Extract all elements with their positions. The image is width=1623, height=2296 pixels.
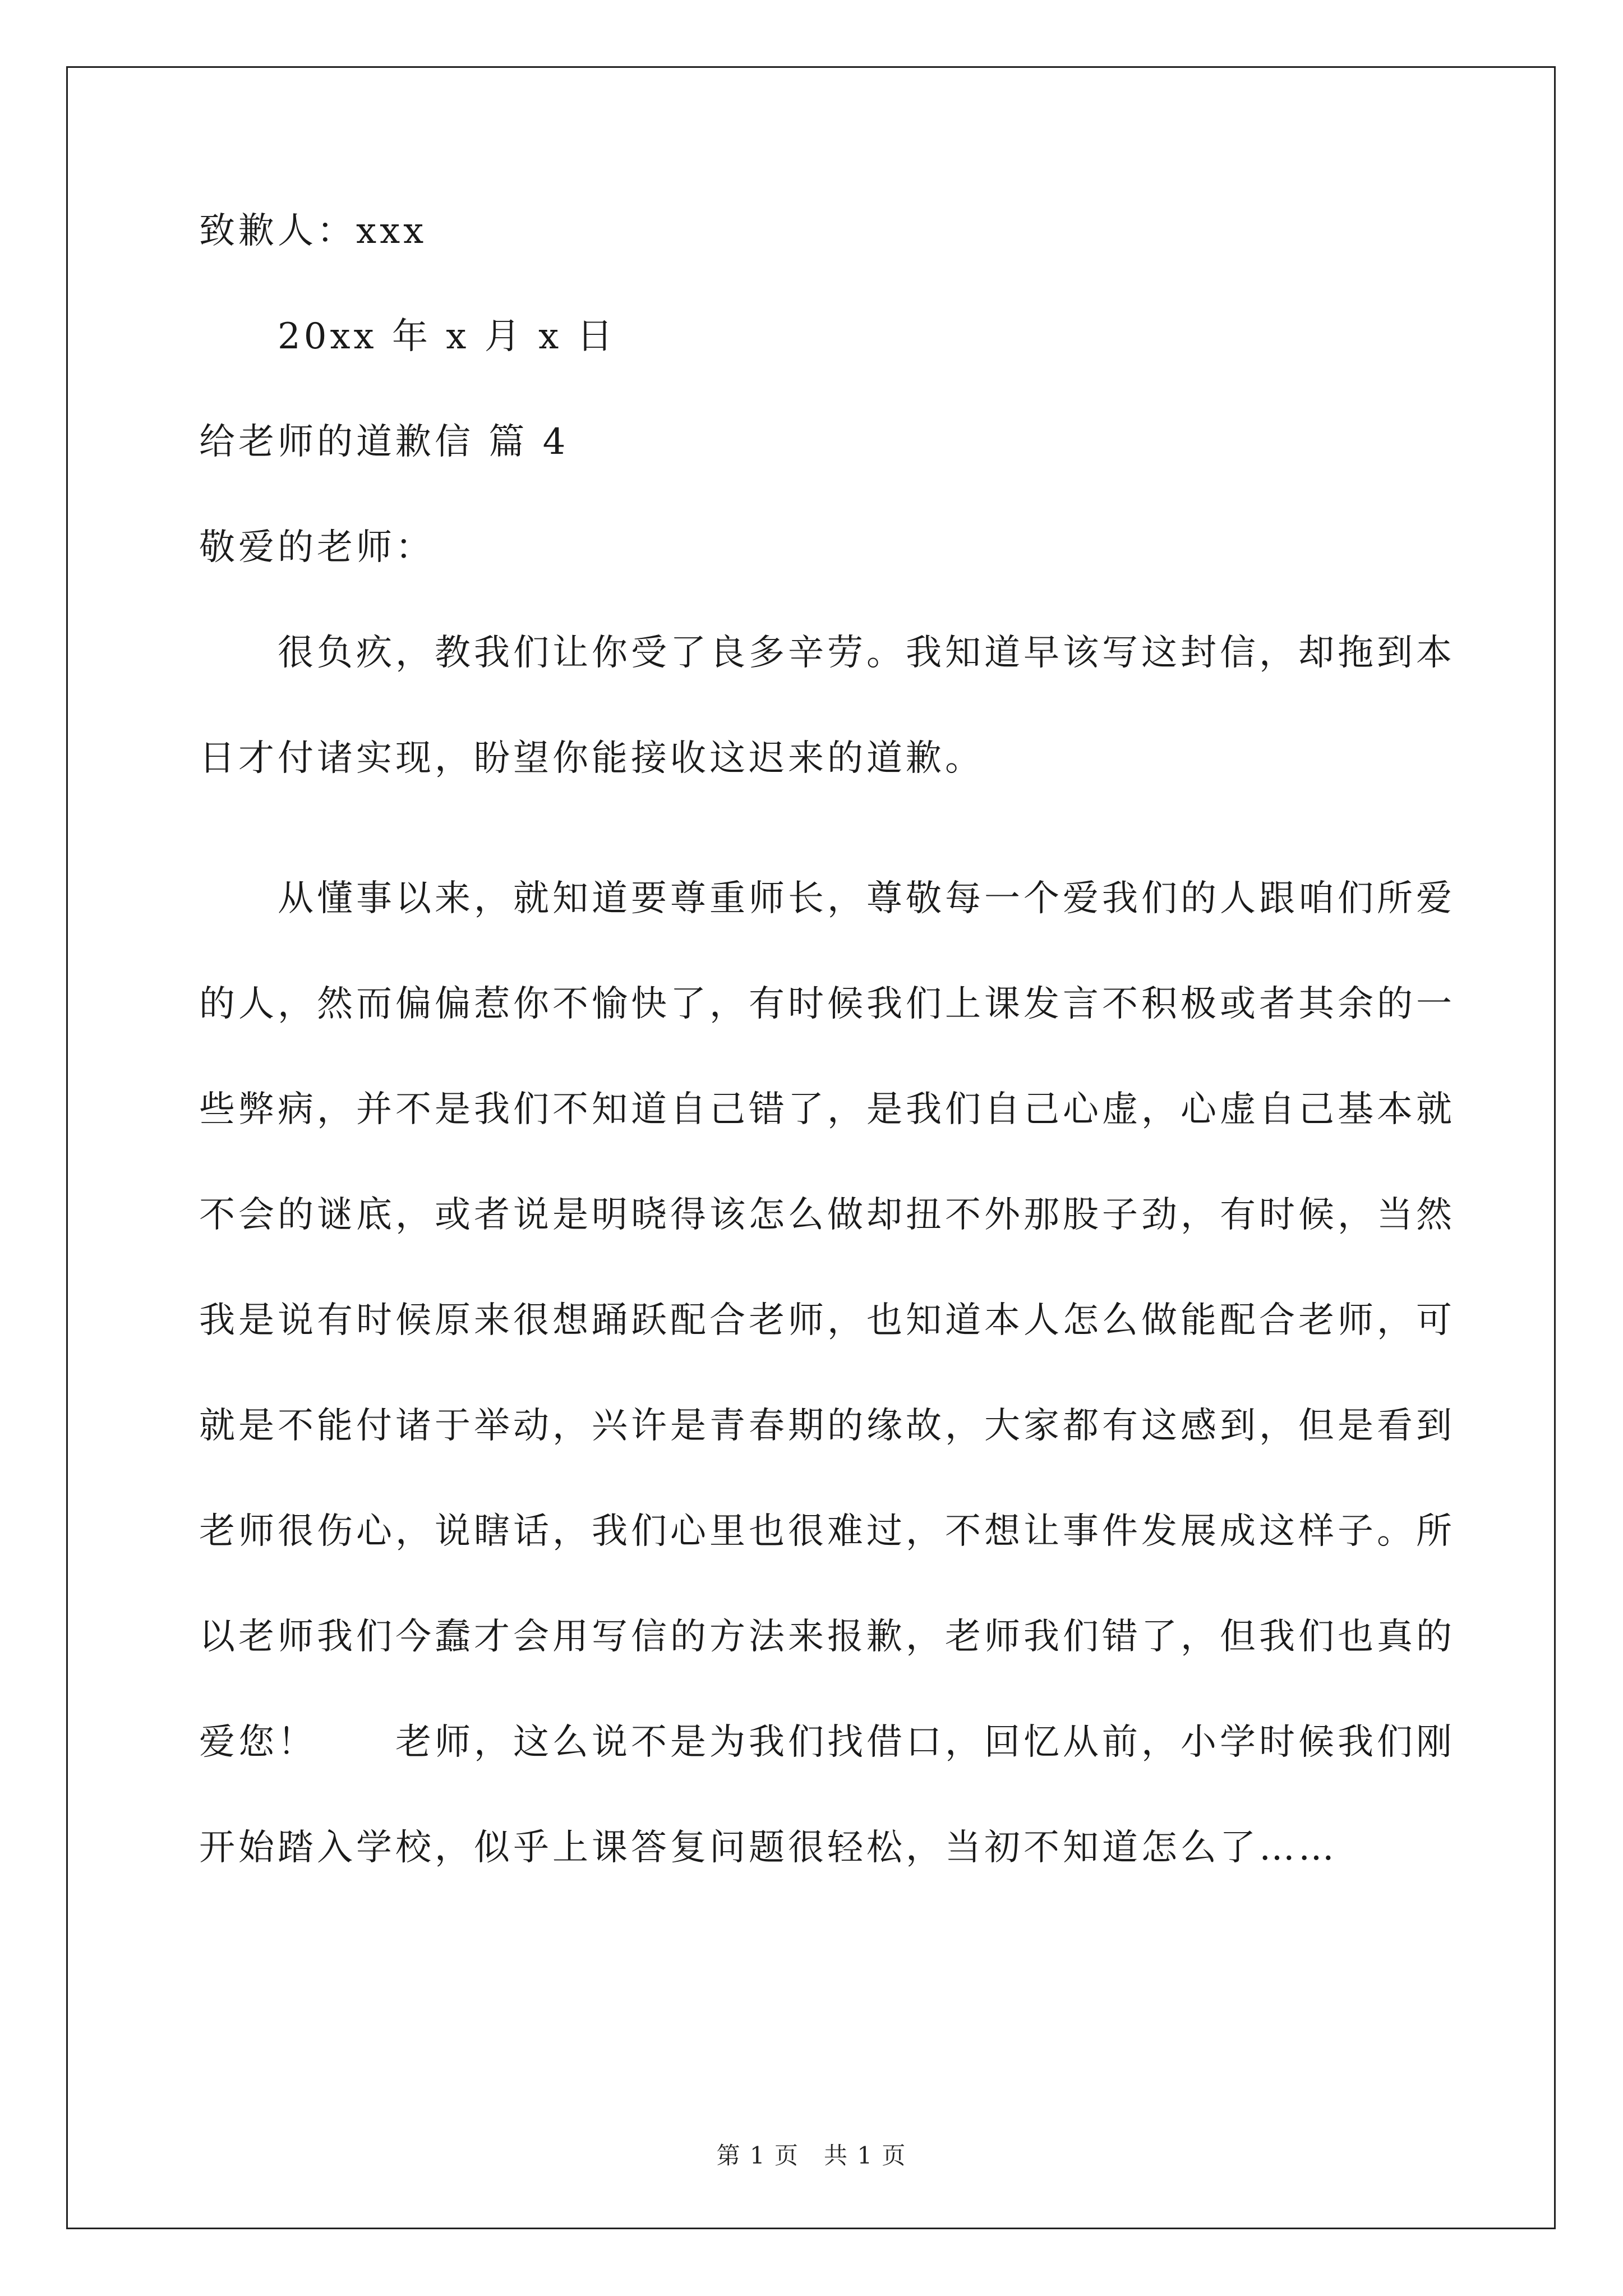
paragraph-2: 从懂事以来，就知道要尊重师长，尊敬每一个爱我们的人跟咱们所爱的人，然而偏偏惹你不愉快了，有时候我们上课发言不积极或者其余的一些弊病，并不是我们不知道自己错了，是我们自己心虚，心虚自己基本就不会的谜底，或者说是明晓得该怎么做却扭不外那股子劲，有时候，当然我是说有时候原来很想踊跃配合老师，也知道本人怎么做能配合老师，可就是不能付诸于举动，兴许是青春期的缘故，大家都有这感到，但是看到老师很伤心，说瞎话，我们心里也很难过，不想让事件发展成这样子。所以老师我们今蠢才会用写信的方法来报歉，老师我们错了，但我们也真的爱您！ 老师，这么说不是为我们找借口，回忆从前，小学时候我们刚开始踏入学校，似乎上课答复问题很轻松，当初不知道怎么了…… bbox=[199, 878, 1455, 1869]
signer-line: 致歉人：xxx bbox=[199, 210, 427, 252]
page-footer: 第 1 页 共 1 页 bbox=[716, 2142, 907, 2169]
date-line: 20xx 年 x 月 x 日 bbox=[278, 316, 616, 357]
letter-body bbox=[199, 210, 1461, 1869]
salutation: 敬爱的老师： bbox=[199, 527, 435, 568]
section-title: 给老师的道歉信 篇 4 bbox=[199, 421, 569, 463]
paragraph-1: 很负疚，教我们让你受了良多辛劳。我知道早该写这封信，却拖到本日才付诸实现，盼望你能接收这迟来的道歉。 bbox=[199, 632, 1455, 779]
